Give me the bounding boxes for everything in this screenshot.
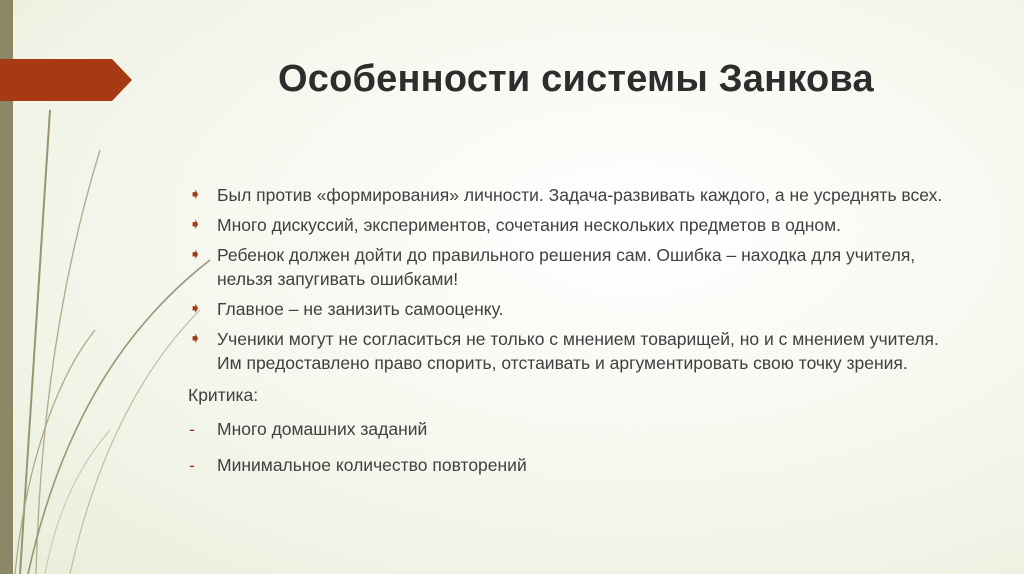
- bullet-item: [188, 297, 968, 321]
- arrow-right-icon: ➧: [189, 300, 202, 317]
- bullet-text: Ребенок должен дойти до правильного решения сам. Ошибка – находка для учителя, нельзя запугивать ошибками!: [217, 245, 916, 289]
- critique-text: Много домашних заданий: [217, 419, 428, 439]
- arrow-right-icon: ➧: [189, 186, 202, 203]
- critique-item: [188, 417, 968, 441]
- bullet-list: [188, 183, 968, 375]
- critique-item: [188, 453, 968, 477]
- title-arrow-banner-icon: [0, 59, 132, 101]
- bullet-text: Много дискуссий, экспериментов, сочетания нескольких предметов в одном.: [217, 215, 842, 235]
- critique-text: Минимальное количество повторений: [217, 455, 527, 475]
- bullet-item: [188, 327, 968, 375]
- critique-list: [188, 417, 968, 477]
- bullet-item: [188, 213, 968, 237]
- slide-content: [188, 183, 968, 489]
- slide-title: Особенности системы Занкова: [278, 58, 874, 100]
- arrow-right-icon: ➧: [189, 246, 202, 263]
- arrow-right-icon: ➧: [189, 216, 202, 233]
- bullet-item: [188, 183, 968, 207]
- dash-marker: -: [189, 419, 195, 439]
- dash-marker: -: [189, 455, 195, 475]
- critique-heading: Критика:: [188, 385, 259, 405]
- bullet-item: [188, 243, 968, 291]
- arrow-right-icon: ➧: [189, 330, 202, 347]
- bullet-text: Был против «формирования» личности. Задача-развивать каждого, а не усреднять всех.: [217, 185, 943, 205]
- bullet-text: Ученики могут не согласиться не только с мнением товарищей, но и с мнением учителя. Им предоставлено право спорить, отстаивать и аргументировать свою точку зрения.: [217, 329, 939, 373]
- bullet-text: Главное – не занизить самооценку.: [217, 299, 504, 319]
